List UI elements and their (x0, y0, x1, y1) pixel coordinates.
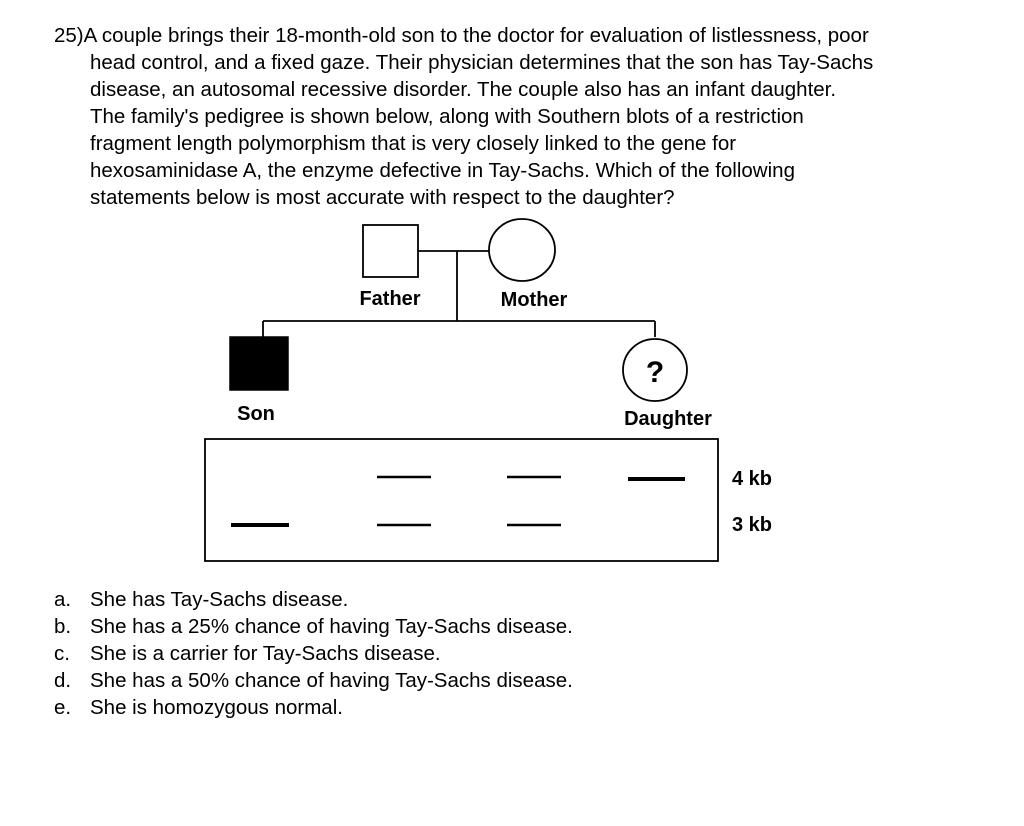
answer-choices (54, 586, 573, 721)
daughter-label: Daughter (624, 408, 712, 430)
daughter-question-mark: ? (645, 356, 665, 389)
answer-letter: e. (54, 696, 72, 719)
father-label: Father (359, 288, 421, 310)
answer-option-b[interactable] (54, 613, 573, 640)
answer-letter: c. (54, 642, 70, 665)
son-label: Son (237, 403, 275, 425)
answer-text: She has a 50% chance of having Tay-Sachs disease. (90, 669, 573, 692)
southern-blot-frame (205, 439, 718, 561)
answer-option-e[interactable] (54, 694, 573, 721)
question-line: hexosaminidase A, the enzyme defective in Tay-Sachs. Which of the following (90, 159, 795, 182)
father-symbol (363, 225, 418, 277)
question-line: disease, an autosomal recessive disorder. The couple also has an infant daughter. (90, 78, 837, 101)
question-line: 25)A couple brings their 18-month-old son to the doctor for evaluation of listlessness, poor (54, 24, 869, 47)
size-marker-3kb: 3 kb (732, 514, 773, 536)
mother-label: Mother (500, 289, 568, 311)
question-line: The family's pedigree is shown below, along with Southern blots of a restriction (90, 105, 804, 128)
question-line: statements below is most accurate with respect to the daughter? (90, 186, 675, 209)
son-affected-symbol (230, 337, 288, 390)
question-line: fragment length polymorphism that is very closely linked to the gene for (90, 132, 737, 155)
answer-letter: a. (54, 588, 72, 611)
mother-symbol (489, 219, 555, 281)
answer-text: She has a 25% chance of having Tay-Sachs disease. (90, 615, 573, 638)
answer-text: She is a carrier for Tay-Sachs disease. (90, 642, 441, 665)
answer-option-a[interactable] (54, 586, 573, 613)
answer-letter: b. (54, 615, 72, 638)
answer-text: She has Tay-Sachs disease. (90, 588, 349, 611)
answer-option-d[interactable] (54, 667, 573, 694)
size-marker-4kb: 4 kb (732, 468, 773, 490)
answer-letter: d. (54, 669, 72, 692)
answer-text: She is homozygous normal. (90, 696, 343, 719)
question-line: head control, and a fixed gaze. Their physician determines that the son has Tay-Sachs (90, 51, 874, 74)
answer-option-c[interactable] (54, 640, 573, 667)
